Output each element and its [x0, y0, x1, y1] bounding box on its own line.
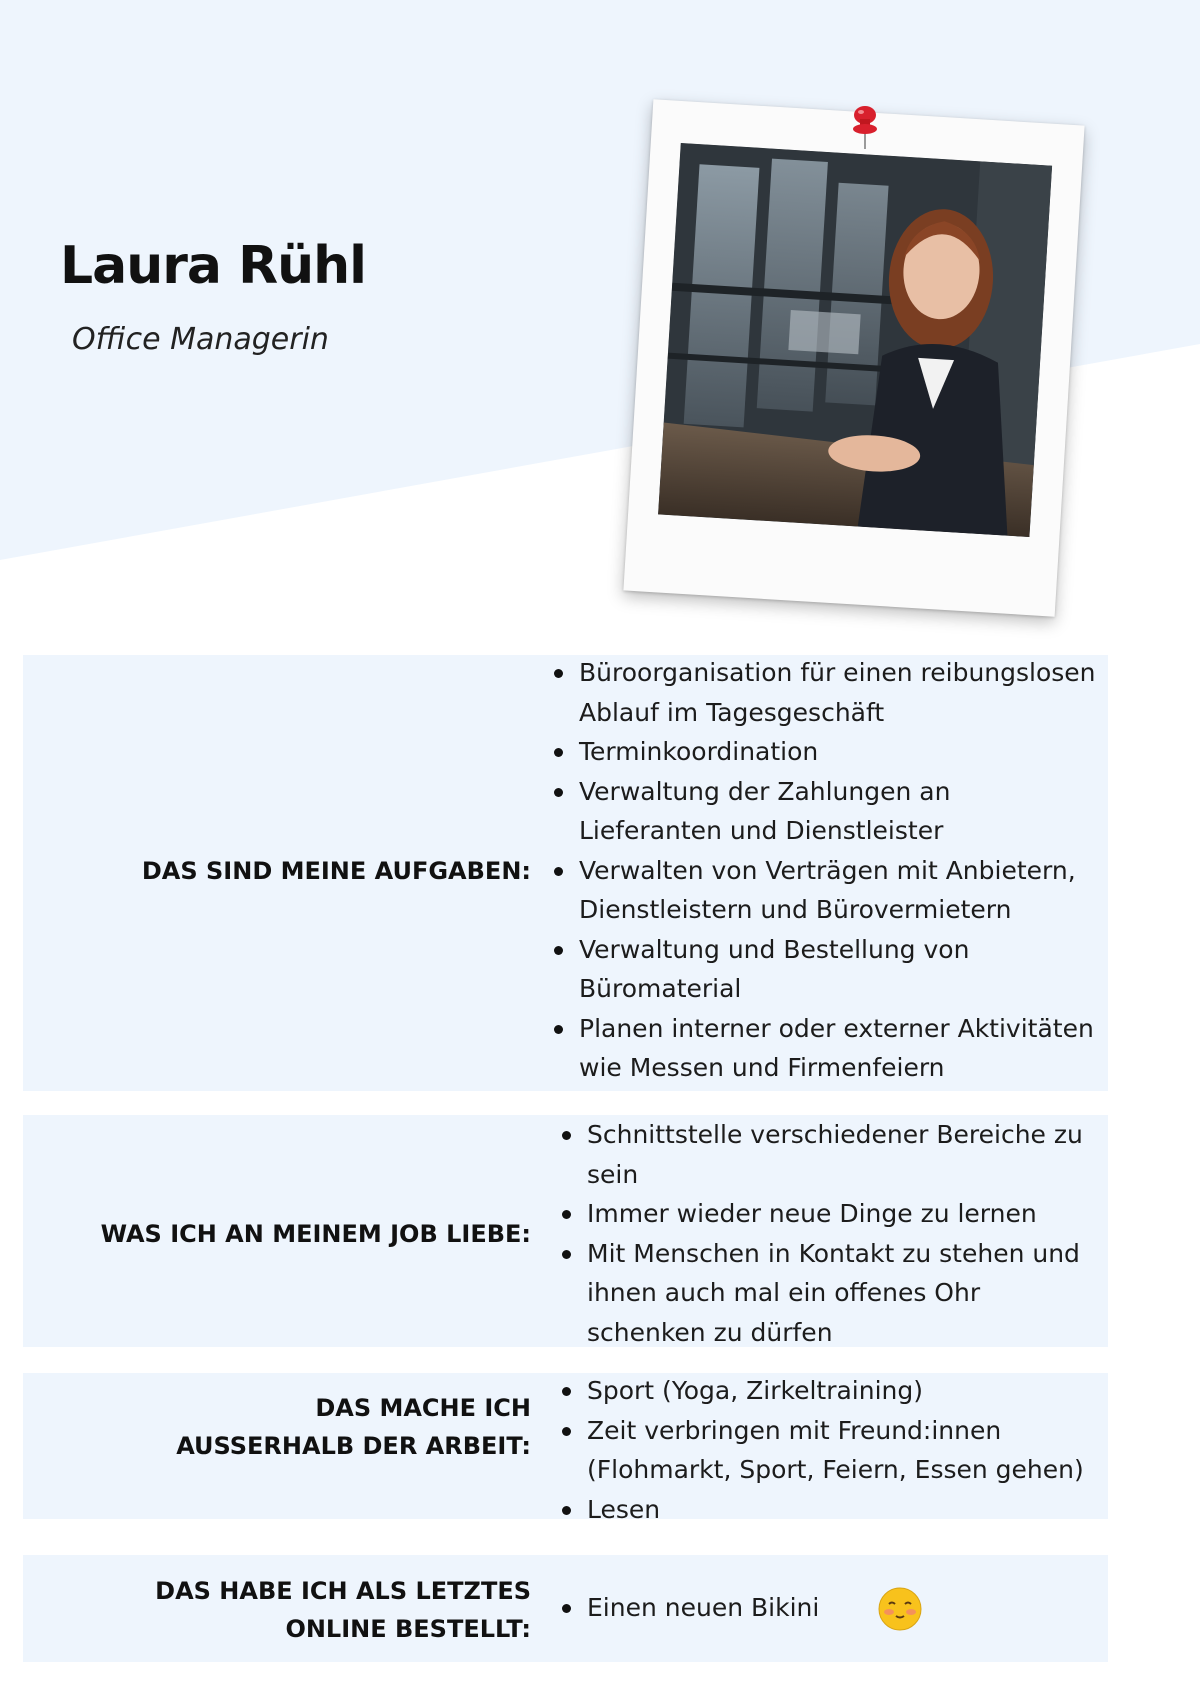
job-love-list	[559, 1115, 1099, 1352]
free-time-list	[559, 1371, 1099, 1529]
list-item: Einen neuen Bikini	[559, 1588, 859, 1628]
list-item: Schnittstelle verschiedener Bereiche zu sein	[559, 1115, 1099, 1194]
section-tasks	[23, 655, 1108, 1091]
profile-name: Laura Rühl	[60, 236, 366, 296]
profile-role: Office Managerin	[72, 322, 329, 357]
list-item: Zeit verbringen mit Freund:innen (Flohmarkt, Sport, Feiern, Essen gehen)	[559, 1411, 1099, 1490]
blushing-smiley-icon	[877, 1586, 923, 1632]
list-item: Verwaltung und Bestellung von Büromaterial	[551, 930, 1101, 1009]
section-free-time	[23, 1373, 1108, 1524]
section-job-love	[23, 1115, 1108, 1347]
list-item: Büroorganisation für einen reibungslosen Ablauf im Tagesgeschäft	[551, 653, 1101, 732]
list-item: Immer wieder neue Dinge zu lernen	[559, 1194, 1099, 1234]
task-list	[551, 653, 1101, 1088]
list-item: Terminkoordination	[551, 732, 1101, 772]
list-item: Mit Menschen in Kontakt zu stehen und ihnen auch mal ein offenes Ohr schenken zu dürfen	[559, 1234, 1099, 1353]
section-label: DAS MACHE ICH AUSSERHALB DER ARBEIT:	[176, 1394, 531, 1460]
push-pin-icon	[848, 105, 882, 151]
list-item: Verwaltung der Zahlungen an Lieferanten und Dienstleister	[551, 772, 1101, 851]
profile-photo	[658, 143, 1052, 537]
section-label: DAS HABE ICH ALS LETZTES ONLINE BESTELLT:	[155, 1577, 531, 1643]
list-item: Planen interner oder externer Aktivitäten wie Messen und Firmenfeiern	[551, 1009, 1101, 1088]
section-last-order	[23, 1555, 1108, 1662]
section-label: WAS ICH AN MEINEM JOB LIEBE:	[100, 1220, 531, 1248]
list-item: Verwalten von Verträgen mit Anbietern, Dienstleistern und Bürovermietern	[551, 851, 1101, 930]
section-label: DAS SIND MEINE AUFGABEN:	[141, 857, 531, 885]
list-item: Lesen	[559, 1490, 1099, 1530]
polaroid-frame	[623, 99, 1084, 616]
list-item: Sport (Yoga, Zirkeltraining)	[559, 1371, 1099, 1411]
last-order-list	[559, 1588, 859, 1628]
